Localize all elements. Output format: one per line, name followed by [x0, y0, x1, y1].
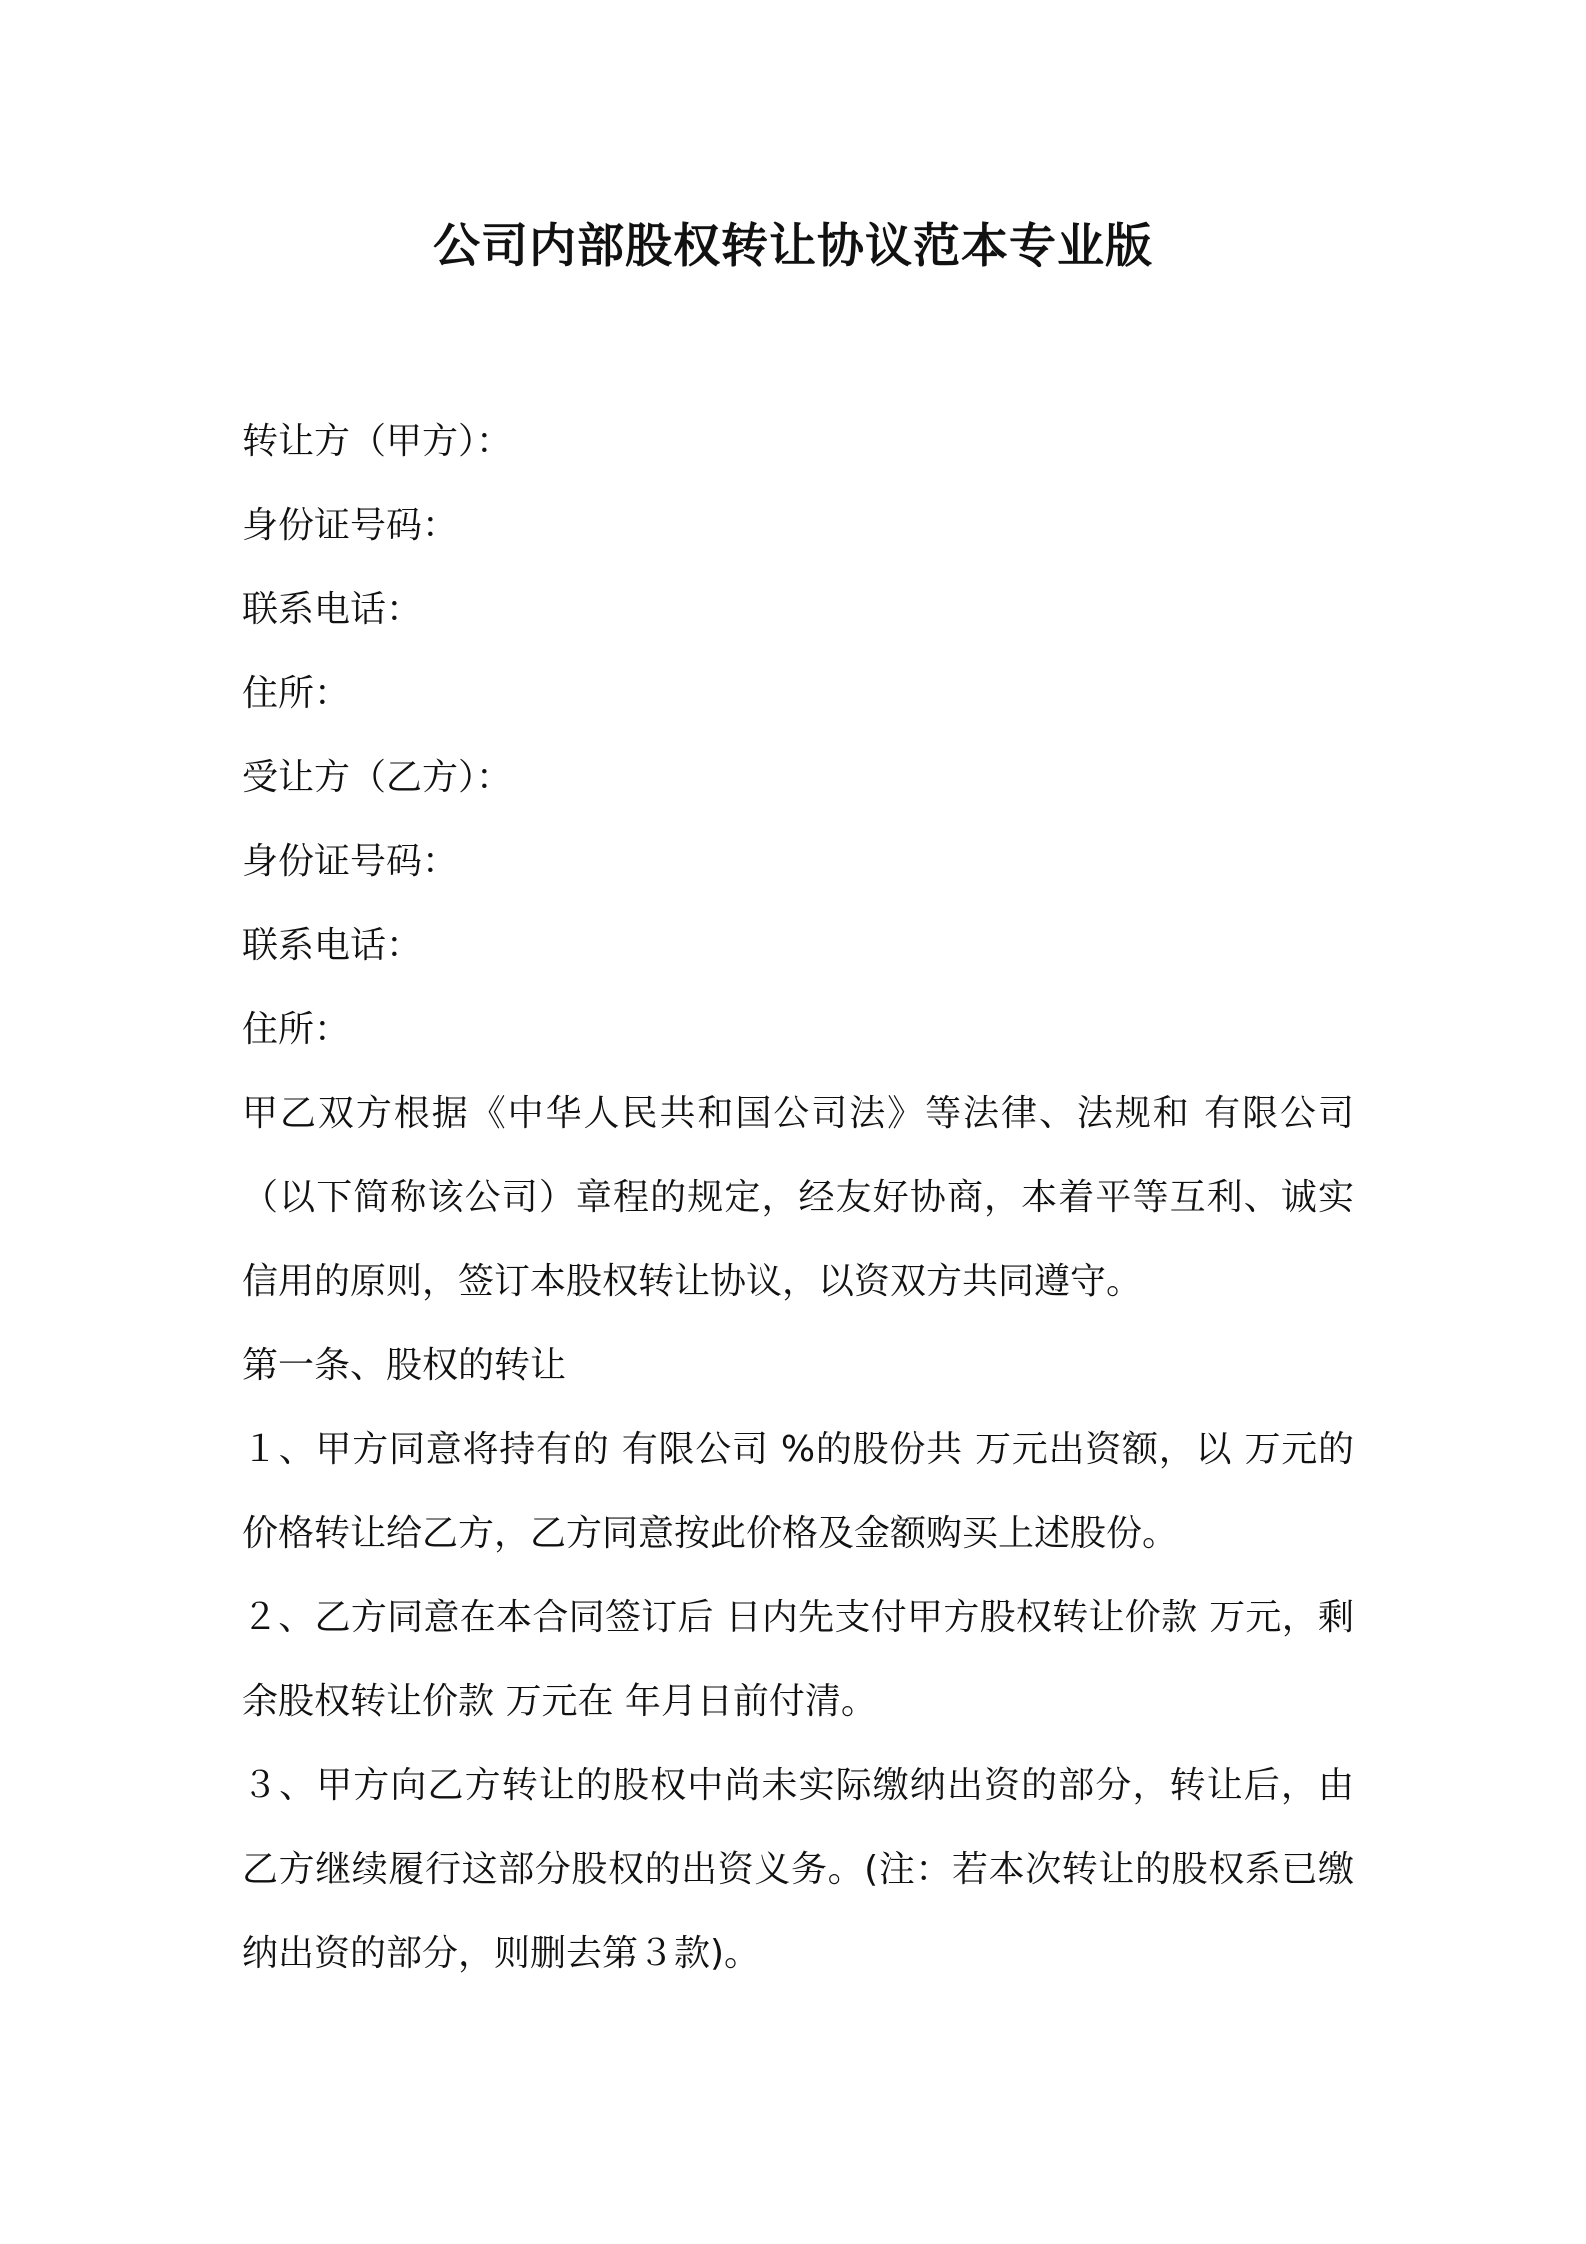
article-heading: 第一条、股权的转让 [242, 1345, 567, 1386]
clause-3: ３、甲方向乙方转让的股权中尚未实际缴纳出资的部分，转让后，由乙方继续履行这部分股权的出资义务。(注：若本次转让的股权系已缴纳出资的部分，则删去第３款)。 [242, 1765, 1354, 1974]
field-transferee: 受让方（乙方）： [242, 757, 513, 798]
field-transferor-phone: 联系电话： [242, 589, 423, 630]
field-transferor-id-number: 身份证号码： [242, 505, 459, 546]
clause-2: ２、乙方同意在本合同签订后 日内先支付甲方股权转让价款 万元，剩余股权转让价款 万元在 年月日前付清。 [242, 1597, 1354, 1722]
document-body [242, 400, 1354, 1996]
preamble-paragraph: 甲乙双方根据《中华人民共和国公司法》等法律、法规和 有限公司（以下简称该公司）章程的规定，经友好协商，本着平等互利、诚实信用的原则，签订本股权转让协议，以资双方共同遵守。 [242, 1093, 1354, 1302]
field-transferee-phone: 联系电话： [242, 925, 423, 966]
field-transferee-id-number: 身份证号码： [242, 841, 459, 882]
document-title: 公司内部股权转让协议范本专业版 [433, 219, 1153, 274]
clause-1: １、甲方同意将持有的 有限公司 %的股份共 万元出资额，以 万元的价格转让给乙方，乙方同意按此价格及金额购买上述股份。 [242, 1429, 1354, 1554]
field-transferor-address: 住所： [242, 673, 351, 714]
field-transferee-address: 住所： [242, 1009, 351, 1050]
field-transferor: 转让方（甲方）： [242, 421, 513, 462]
